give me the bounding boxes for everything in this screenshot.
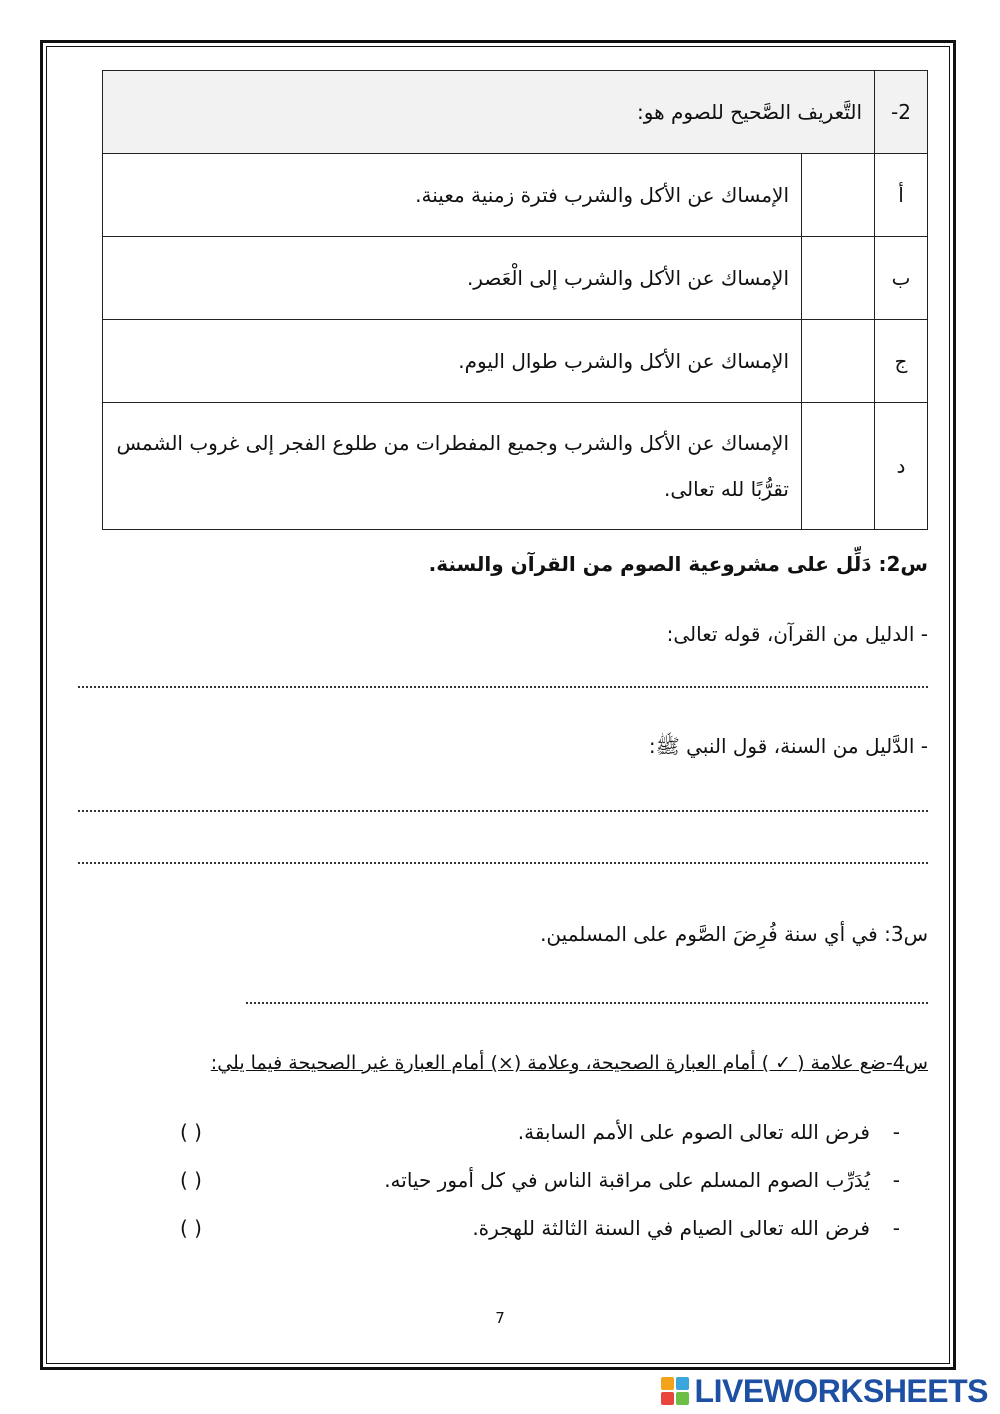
answer-parens[interactable]: ( ) xyxy=(180,1216,202,1240)
statement-dash: - xyxy=(892,1216,900,1240)
q1-option-row[interactable] xyxy=(103,320,928,403)
statement-text: فرض الله تعالى الصوم على الأمم السابقة. xyxy=(517,1120,870,1144)
q3-title: س3: في أي سنة فُرِضَ الصَّوم على المسلمين. xyxy=(540,922,928,946)
q1-table xyxy=(102,70,928,530)
q2-sunnah-prompt: - الدَّليل من السنة، قول النبي ﷺ: xyxy=(648,734,928,758)
q4-title: س4-ضع علامة ( ✓ ) أمام العبارة الصحيحة، وعلامة (×) أمام العبارة غير الصحيحة فيما يلي: xyxy=(210,1052,928,1074)
q1-number: 2- xyxy=(875,71,928,154)
answer-line-q3[interactable] xyxy=(246,1002,928,1004)
option-text: الإمساك عن الأكل والشرب طوال اليوم. xyxy=(103,320,802,403)
answer-box[interactable] xyxy=(802,403,875,530)
statement-dash: - xyxy=(892,1168,900,1192)
answer-line-sunnah-2[interactable] xyxy=(78,862,928,864)
q2-title: س2: دَلِّل على مشروعية الصوم من القرآن والسنة. xyxy=(428,552,928,576)
option-letter: د xyxy=(875,403,928,530)
q1-option-row[interactable] xyxy=(103,154,928,237)
answer-box[interactable] xyxy=(802,237,875,320)
statement-2 xyxy=(160,1168,900,1192)
answer-line-quran[interactable] xyxy=(78,686,928,688)
liveworksheets-logo xyxy=(661,1374,988,1408)
page-number: 7 xyxy=(495,1309,505,1327)
answer-box[interactable] xyxy=(802,320,875,403)
option-text: الإمساك عن الأكل والشرب إلى الْعَصر. xyxy=(103,237,802,320)
option-text: الإمساك عن الأكل والشرب وجميع المفطرات من طلوع الفجر إلى غروب الشمس تقرُّبًا لله تعالى. xyxy=(103,403,802,530)
option-letter: ج xyxy=(875,320,928,403)
option-letter: أ xyxy=(875,154,928,237)
answer-line-sunnah-1[interactable] xyxy=(78,810,928,812)
q1-option-row[interactable] xyxy=(103,237,928,320)
q2-quran-prompt: - الدليل من القرآن، قوله تعالى: xyxy=(666,622,928,646)
answer-box[interactable] xyxy=(802,154,875,237)
statement-text: فرض الله تعالى الصيام في السنة الثالثة للهجرة. xyxy=(472,1216,870,1240)
q1-option-row[interactable] xyxy=(103,403,928,530)
brand-name: LIVEWORKSHEETS xyxy=(694,1372,988,1409)
option-letter: ب xyxy=(875,237,928,320)
answer-parens[interactable]: ( ) xyxy=(180,1120,202,1144)
statement-1 xyxy=(160,1120,900,1144)
option-text: الإمساك عن الأكل والشرب فترة زمنية معينة. xyxy=(103,154,802,237)
q1-header-row xyxy=(103,71,928,154)
answer-parens[interactable]: ( ) xyxy=(180,1168,202,1192)
brand-grid-icon xyxy=(661,1377,689,1405)
statement-3 xyxy=(160,1216,900,1240)
q1-stem: التَّعريف الصَّحيح للصوم هو: xyxy=(103,71,875,154)
statement-dash: - xyxy=(892,1120,900,1144)
statement-text: يُدَرِّب الصوم المسلم على مراقبة الناس في كل أمور حياته. xyxy=(384,1168,870,1192)
